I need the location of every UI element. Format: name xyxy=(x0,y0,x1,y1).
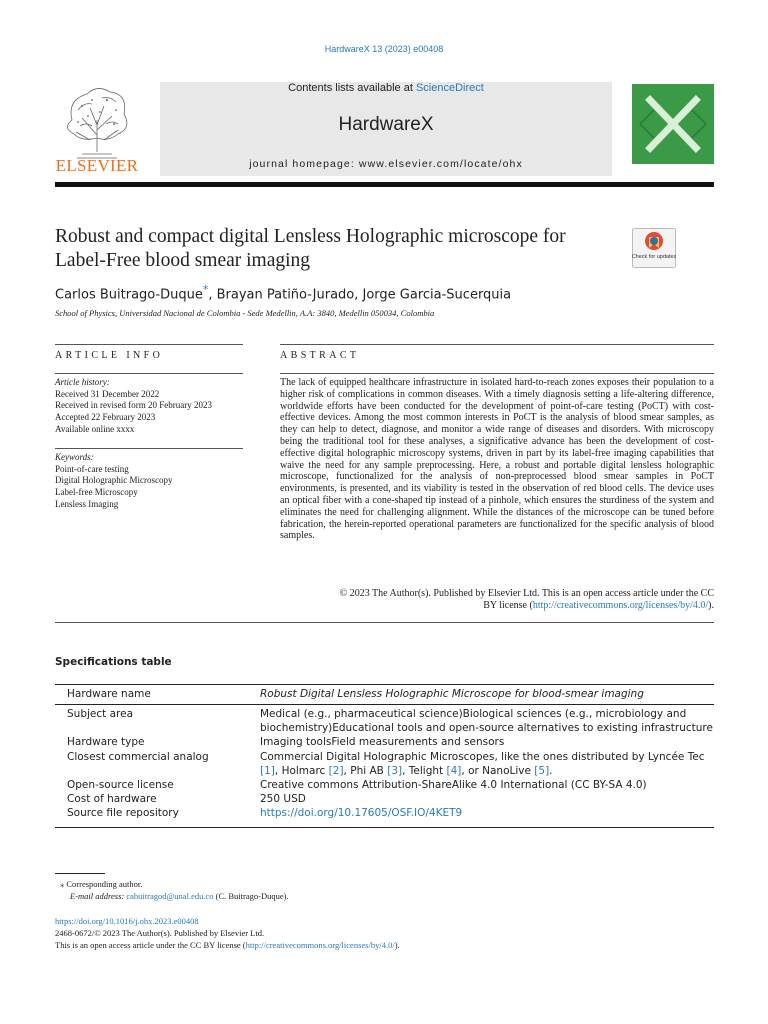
history-label: Article history: xyxy=(55,377,110,387)
reference-link-1[interactable]: [1] xyxy=(260,764,275,777)
other-authors: , Brayan Patiño-Jurado, Jorge Garcia-Sucerquia xyxy=(208,287,512,303)
abstract-top-rule xyxy=(280,344,714,345)
table-row xyxy=(55,750,714,778)
table-header-row xyxy=(55,685,714,705)
article-info-heading-rule xyxy=(55,373,243,374)
journal-name: HardwareX xyxy=(338,114,434,135)
copyright-line-2 xyxy=(280,600,714,612)
table-value: Commercial Digital Holographic Microscopes, like the ones distributed by Lyncée Tec [1], Holmarc [2], Phi AB [3], Telight [4], or NanoLive [5]. xyxy=(260,750,705,777)
table-row xyxy=(55,792,714,806)
table-value: Imaging toolsField measurements and sensors xyxy=(260,736,505,749)
header-rule xyxy=(55,182,714,187)
table-value xyxy=(260,806,714,820)
table-row xyxy=(55,707,714,735)
source-repository-link[interactable]: https://doi.org/10.17605/OSF.IO/4KET9 xyxy=(260,807,463,820)
specifications-table xyxy=(55,684,714,828)
issn-line: 2468-0672/© 2023 The Author(s). Published by Elsevier Ltd. xyxy=(55,928,265,938)
analog-name: Telight xyxy=(408,764,444,777)
sciencedirect-link[interactable]: ScienceDirect xyxy=(415,82,484,94)
abstract-text: The lack of equipped healthcare infrastructure in isolated hard-to-reach zones exposes their population to a higher risk of complications in common diseases. With a timely diagnosis setting a life-altering difference, worldwide efforts have been conducted for the development of point-of-care testing (PoCT) with cost-effective devices. Among the most common interests in PoCT is the analysis of blood smear samples, as they can help to detect, diagnose, and monitor a wide range of diseases and disorders. With microscopy being the traditional tool for these analyses, a significative advance has been the development of cost-effective digital holographic microscopy systems, driven in part by its label-free imaging capabilities that waive the need for any sample preprocessing. Here, a robust and portable digital lensless holographic microscope, functionalized for the analysis of non-preprocessed blood smear samples in PoCT environments, is presented, and its viability is tested in the observation of red blood cells. The device uses an optical fiber with a cone-shaped tip instead of a pinhole, which ensures the sturdiness of the system and eliminates the need for challenging alignment. While the distances of the microscope can be tuned before fabrication, the herein-reported operational parameters are functionalized for the specific analysis of blood samples. xyxy=(280,377,714,542)
article-history xyxy=(55,377,243,436)
elsevier-wordmark: ELSEVIER xyxy=(55,156,139,175)
analog-name: Phi AB xyxy=(350,764,384,777)
table-row xyxy=(55,735,714,749)
abstract-heading: ABSTRACT xyxy=(280,350,360,361)
table-value: Creative commons Attribution-ShareAlike 4.0 International (CC BY-SA 4.0) xyxy=(260,779,647,792)
journal-banner xyxy=(160,82,612,176)
history-item: Received 31 December 2022 xyxy=(55,388,160,399)
specifications-title: Specifications table xyxy=(55,656,172,668)
journal-cover-image[interactable] xyxy=(632,84,714,164)
keyword-item: Lensless Imaging xyxy=(55,498,119,509)
reference-link-4[interactable]: [4] xyxy=(446,764,462,777)
corresponding-text: Corresponding author. xyxy=(66,879,143,889)
email-suffix: (C. Buitrago-Duque). xyxy=(215,891,289,901)
table-key: Closest commercial analog xyxy=(67,750,209,763)
table-key: Hardware name xyxy=(67,688,151,700)
table-key: Open-source license xyxy=(67,779,174,792)
keywords xyxy=(55,452,243,511)
analog-text: Commercial Digital Holographic Microscopes, like the ones distributed by Lyncée Tec xyxy=(260,750,705,763)
keywords-label: Keywords: xyxy=(55,452,94,462)
email-link[interactable]: cabuitragod@unal.edu.co xyxy=(126,891,214,901)
table-key: Cost of hardware xyxy=(67,793,157,806)
oa-prefix: This is an open access article under the CC BY license ( xyxy=(55,940,246,950)
corresponding-mark: ⁎ xyxy=(60,879,65,889)
corresponding-author-mark[interactable]: * xyxy=(202,283,209,296)
oa-suffix: ). xyxy=(394,940,400,950)
table-key: Source file repository xyxy=(67,807,179,820)
check-for-updates-icon[interactable] xyxy=(632,228,676,268)
contents-available-line xyxy=(160,82,612,94)
table-value: Medical (e.g., pharmaceutical science)Biological sciences (e.g., microbiology and biochemistry)Educational tools and open-source alternatives to existing infrastructure xyxy=(260,708,713,735)
article-info-heading: ARTICLE INFO xyxy=(55,350,164,361)
corresponding-author-note xyxy=(60,879,142,890)
table-key: Hardware type xyxy=(67,736,145,749)
table-value: Robust Digital Lensless Holographic Microscope for blood-smear imaging xyxy=(260,688,644,700)
table-row xyxy=(55,778,714,792)
keyword-item: Point-of-care testing xyxy=(55,463,129,474)
keyword-item: Label-free Microscopy xyxy=(55,487,138,498)
journal-reference[interactable]: HardwareX 13 (2023) e00408 xyxy=(324,44,444,54)
journal-homepage[interactable]: journal homepage: www.elsevier.com/locate/ohx xyxy=(249,158,523,170)
email-note xyxy=(70,891,289,902)
copyright-prefix: BY license ( xyxy=(483,599,533,611)
author-list xyxy=(55,283,511,302)
author-1: Carlos Buitrago-Duque xyxy=(55,287,203,303)
reference-link-5[interactable]: [5] xyxy=(534,764,550,777)
footnote-rule xyxy=(55,873,105,874)
keyword-item: Digital Holographic Microscopy xyxy=(55,475,173,486)
history-keywords-rule xyxy=(55,448,243,449)
history-item: Accepted 22 February 2023 xyxy=(55,412,156,423)
email-label: E-mail address: xyxy=(70,891,125,901)
article-title: Robust and compact digital Lensless Holographic microscope for Label-Free blood smear imaging xyxy=(55,226,566,271)
doi-line xyxy=(55,916,199,927)
table-value: 250 USD xyxy=(260,793,306,806)
copyright-suffix: ). xyxy=(708,599,714,611)
doi-link[interactable]: https://doi.org/10.1016/j.ohx.2023.e00408 xyxy=(55,916,199,926)
abstract-bottom-rule xyxy=(55,622,714,623)
table-row xyxy=(55,806,714,826)
cc-license-link[interactable]: http://creativecommons.org/licenses/by/4.0/ xyxy=(532,599,709,611)
article-info-top-rule xyxy=(55,344,243,345)
oa-license-link[interactable]: http://creativecommons.org/licenses/by/4.0/ xyxy=(245,940,395,950)
history-item: Available online xxxx xyxy=(55,423,135,434)
reference-link-2[interactable]: [2] xyxy=(328,764,344,777)
reference-link-3[interactable]: [3] xyxy=(387,764,403,777)
copyright-line-1: © 2023 The Author(s). Published by Elsevier Ltd. This is an open access article under the CC xyxy=(339,588,714,599)
open-access-line xyxy=(55,940,400,951)
affiliation: School of Physics, Universidad Nacional de Colombia - Sede Medellin, A.A: 3840, Medellin 050034, Colombia xyxy=(55,308,435,318)
table-key: Subject area xyxy=(67,708,134,720)
contents-prefix: Contents lists available at xyxy=(288,82,416,94)
check-for-updates-label: Check for updates xyxy=(632,254,676,260)
abstract-heading-rule xyxy=(280,373,714,374)
analog-name: Holmarc xyxy=(281,764,326,777)
analog-name: or NanoLive xyxy=(468,764,531,777)
history-item: Received in revised form 20 February 2023 xyxy=(55,400,212,411)
abstract-copyright xyxy=(280,588,714,612)
